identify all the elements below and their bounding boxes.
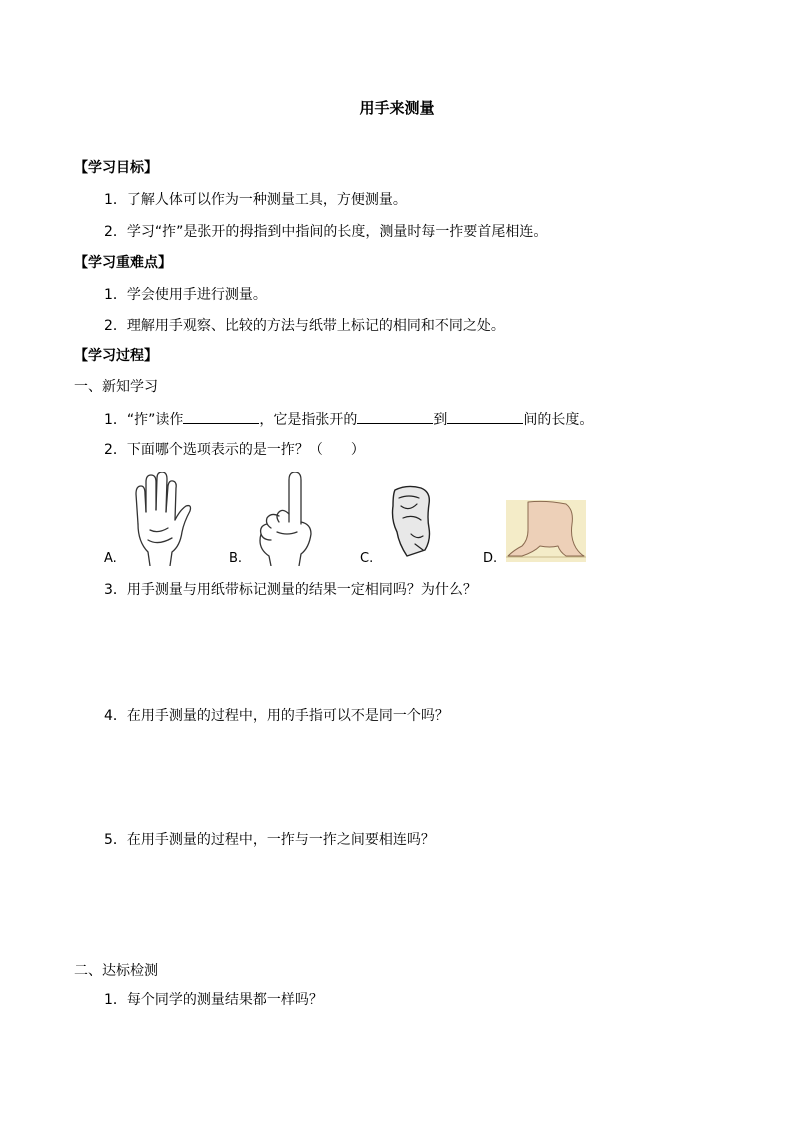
pointing-finger-image — [253, 472, 319, 566]
answer-blank-reading[interactable] — [183, 409, 259, 424]
key-point-item-1: 1．学会使用手进行测量。 — [104, 287, 267, 303]
choice-c-label: C. — [360, 551, 374, 566]
question-2: 2．下面哪个选项表示的是一拃？（ ） — [104, 442, 365, 458]
goal-item-2: 2．学习“拃”是张开的拇指到中指间的长度，测量时每一拃要首尾相连。 — [104, 224, 548, 240]
question-1-part-a: 1．“拃”读作 — [104, 412, 184, 428]
question-1-part-c: 到 — [433, 412, 448, 428]
answer-blank-to[interactable] — [447, 409, 523, 424]
question-1-part-d: 间的长度。 — [523, 412, 594, 428]
key-points-heading: 【学习重难点】 — [74, 255, 172, 271]
hand-span-image — [506, 500, 586, 562]
choice-d-label: D. — [483, 551, 498, 566]
part1-heading: 一、新知学习 — [74, 379, 158, 395]
process-heading: 【学习过程】 — [74, 348, 158, 364]
goals-heading: 【学习目标】 — [74, 160, 158, 176]
question-3: 3．用手测量与用纸带标记测量的结果一定相同吗？为什么？ — [104, 582, 477, 598]
pinch-hand-image — [383, 484, 441, 558]
part2-question-1: 1．每个同学的测量结果都一样吗？ — [104, 992, 323, 1008]
choice-b-label: B. — [229, 551, 243, 566]
page-title: 用手来测量 — [359, 99, 435, 117]
part2-heading: 二、达标检测 — [74, 963, 158, 979]
key-point-item-2: 2．理解用手观察、比较的方法与纸带上标记的相同和不同之处。 — [104, 318, 505, 334]
question-4: 4．在用手测量的过程中，用的手指可以不是同一个吗？ — [104, 708, 449, 724]
question-5: 5．在用手测量的过程中，一拃与一拃之间要相连吗？ — [104, 832, 435, 848]
question-1-part-b: ，它是指张开的 — [259, 412, 358, 428]
choice-a-label: A. — [104, 551, 117, 566]
question-1 — [104, 409, 593, 430]
answer-blank-from[interactable] — [357, 409, 433, 424]
goal-item-1: 1．了解人体可以作为一种测量工具，方便测量。 — [104, 192, 407, 208]
open-hand-image — [128, 472, 194, 566]
